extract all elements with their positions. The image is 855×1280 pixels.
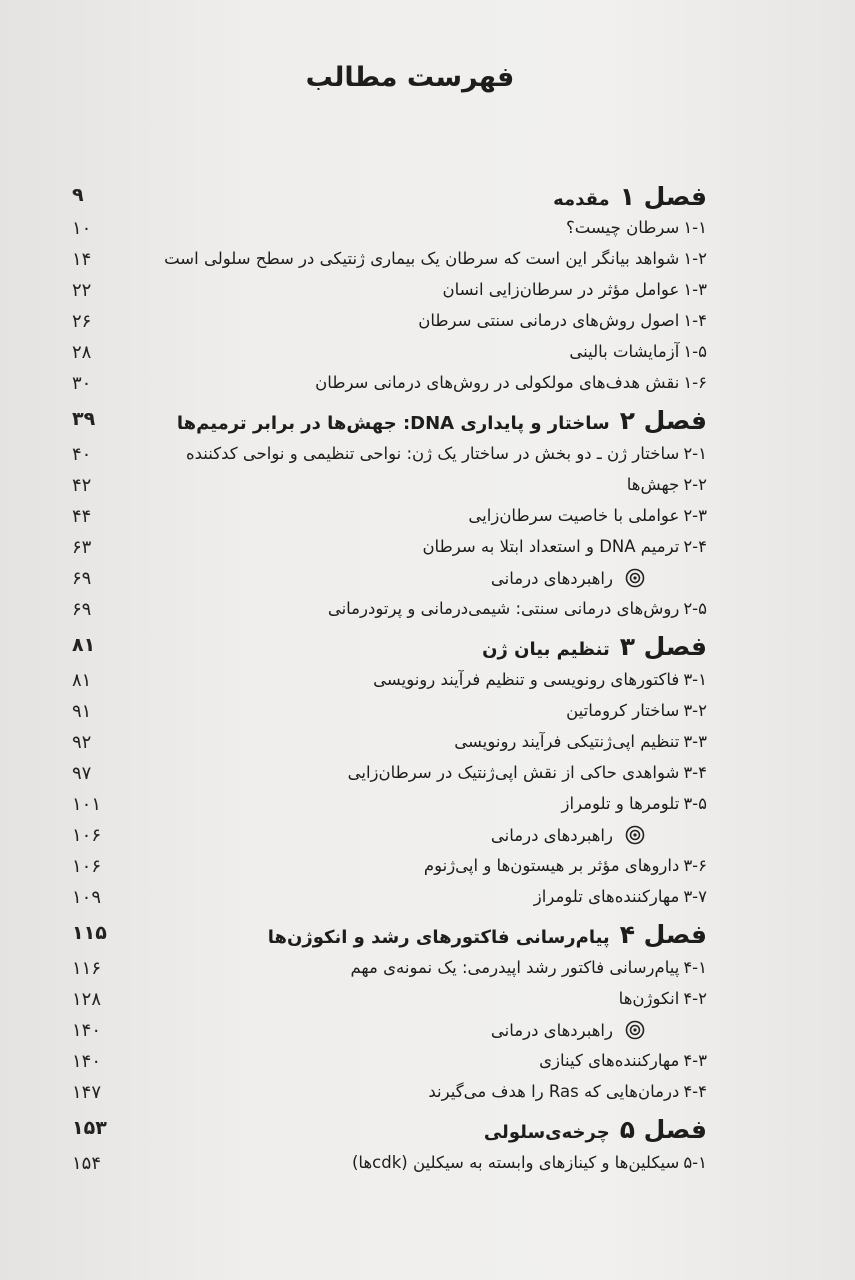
toc-entry-text — [150, 280, 707, 299]
toc-section-row — [0, 535, 855, 566]
toc-entry-text — [150, 920, 707, 949]
section-title: ساختار کروماتین — [566, 701, 680, 720]
section-number: ۱-۲ — [683, 249, 707, 268]
toc-section-row — [0, 247, 855, 278]
toc-entry-text — [150, 825, 645, 845]
toc-page-number: ۶۳ — [72, 537, 92, 558]
toc-section-row — [0, 987, 855, 1018]
toc-entry-text — [150, 342, 707, 361]
toc-page-number: ۴۲ — [72, 475, 92, 496]
toc-page-number: ۴۰ — [72, 444, 92, 465]
toc-page-number: ۶۹ — [72, 568, 92, 589]
toc-section-row — [0, 1049, 855, 1080]
toc-entry-text — [150, 989, 707, 1008]
chapter-label: فصل ۵ — [619, 1115, 707, 1144]
section-number: ۱-۳ — [683, 280, 707, 299]
page-title: فهرست مطالب — [305, 62, 515, 93]
section-number: ۲-۱ — [683, 444, 707, 463]
section-title: فاکتورهای رونویسی و تنظیم فرآیند رونویسی — [373, 670, 680, 689]
toc-section-row — [0, 885, 855, 916]
section-title: جهش‌ها — [626, 475, 680, 494]
target-icon — [625, 825, 645, 845]
toc-section-row — [0, 956, 855, 987]
toc-chapter-row — [0, 628, 855, 668]
section-number: ۲-۵ — [683, 599, 707, 618]
toc-entry-text — [150, 958, 707, 977]
toc-entry-text — [150, 1115, 707, 1144]
toc-section-row — [0, 371, 855, 402]
toc-subheading-row — [0, 823, 855, 854]
section-number: ۴-۳ — [683, 1051, 707, 1070]
section-title: پیام‌رسانی فاکتور رشد اپیدرمی: یک نمونه‌ی مهم — [350, 958, 680, 977]
toc-section-row — [0, 730, 855, 761]
toc-page-number: ۲۲ — [72, 280, 92, 301]
section-title: عواملی با خاصیت سرطان‌زایی — [468, 506, 680, 525]
chapter-label: فصل ۴ — [619, 920, 707, 949]
toc-section-row — [0, 340, 855, 371]
toc-section-row — [0, 473, 855, 504]
toc-section-row — [0, 442, 855, 473]
section-number: ۳-۲ — [683, 701, 707, 720]
section-title: مهارکننده‌های کینازی — [539, 1051, 680, 1070]
section-number: ۲-۴ — [683, 537, 707, 556]
section-number: ۳-۷ — [683, 887, 707, 906]
toc-entry-text — [150, 218, 707, 237]
toc-page-number: ۹ — [72, 184, 84, 206]
section-title: نقش هدف‌های مولکولی در روش‌های درمانی سرطان — [315, 373, 680, 392]
toc-entry-text — [150, 632, 707, 661]
toc-page-number: ۹۷ — [72, 763, 92, 784]
section-title: عوامل مؤثر در سرطان‌زایی انسان — [442, 280, 680, 299]
toc-section-row — [0, 668, 855, 699]
toc-entry-text — [150, 732, 707, 751]
toc-chapter-row — [0, 1111, 855, 1151]
toc-entry-text — [150, 856, 707, 875]
target-icon — [625, 568, 645, 588]
toc-entry-text — [150, 1051, 707, 1070]
toc-section-row — [0, 278, 855, 309]
toc-page-number: ۱۰ — [72, 218, 92, 239]
toc-chapter-row — [0, 402, 855, 442]
section-title: تلومرها و تلومراز — [561, 794, 680, 813]
section-title: تنظیم اپی‌ژنتیکی فرآیند رونویسی — [454, 732, 680, 751]
toc-entry-text — [150, 763, 707, 782]
section-title: داروهای مؤثر بر هیستون‌ها و اپی‌ژنوم — [423, 856, 680, 875]
table-of-contents — [0, 178, 855, 1182]
section-number: ۱-۶ — [683, 373, 707, 392]
section-number: ۲-۳ — [683, 506, 707, 525]
subheading-title: راهبردهای درمانی — [490, 569, 613, 588]
section-number: ۱-۱ — [683, 218, 707, 237]
toc-page-number: ۳۹ — [72, 408, 96, 430]
toc-page-number: ۶۹ — [72, 599, 92, 620]
toc-entry-text — [150, 1153, 707, 1172]
section-title: مهارکننده‌های تلومراز — [533, 887, 680, 906]
toc-subheading-row — [0, 1018, 855, 1049]
toc-entry-text — [150, 406, 707, 435]
toc-page-number: ۸۱ — [72, 634, 96, 656]
toc-page-number: ۱۴ — [72, 249, 92, 270]
section-number: ۳-۶ — [683, 856, 707, 875]
section-title: شواهد بیانگر این است که سرطان یک بیماری ژنتیکی در سطح سلولی است — [164, 249, 680, 268]
toc-section-row — [0, 792, 855, 823]
toc-page-number: ۱۰۶ — [72, 856, 102, 877]
toc-page-number: ۸۱ — [72, 670, 92, 691]
section-title: ساختار ژن ـ دو بخش در ساختار یک ژن: نواحی تنظیمی و نواحی کدکننده — [185, 444, 680, 463]
section-title: سیکلین‌ها و کینازهای وابسته به سیکلین (cdkها) — [352, 1153, 680, 1172]
subheading-title: راهبردهای درمانی — [490, 826, 613, 845]
toc-page-number: ۲۶ — [72, 311, 92, 332]
toc-entry-text — [150, 1082, 707, 1101]
toc-section-row — [0, 216, 855, 247]
toc-entry-text — [150, 887, 707, 906]
toc-entry-text — [150, 701, 707, 720]
toc-section-row — [0, 1080, 855, 1111]
section-title: سرطان چیست؟ — [566, 218, 680, 237]
subheading-title: راهبردهای درمانی — [490, 1021, 613, 1040]
section-number: ۴-۱ — [683, 958, 707, 977]
section-title: انکوژن‌ها — [618, 989, 680, 1008]
section-title: اصول روش‌های درمانی سنتی سرطان — [418, 311, 680, 330]
toc-page-number: ۱۰۶ — [72, 825, 102, 846]
toc-section-row — [0, 1151, 855, 1182]
chapter-title: ساختار و پایداری DNA: جهش‌ها در برابر ترمیم‌ها — [176, 413, 610, 434]
target-icon — [625, 1020, 645, 1040]
toc-page-number: ۴۴ — [72, 506, 92, 527]
section-title: شواهدی حاکی از نقش اپی‌ژنتیک در سرطان‌زایی — [347, 763, 680, 782]
section-title: آزمایشات بالینی — [569, 342, 680, 361]
chapter-title: چرخه‌ی‌سلولی — [483, 1122, 610, 1143]
toc-entry-text — [150, 670, 707, 689]
toc-section-row — [0, 699, 855, 730]
section-number: ۳-۱ — [683, 670, 707, 689]
chapter-title: مقدمه — [553, 189, 610, 210]
toc-entry-text — [150, 537, 707, 556]
toc-section-row — [0, 597, 855, 628]
section-number: ۴-۲ — [683, 989, 707, 1008]
chapter-label: فصل ۳ — [619, 632, 707, 661]
toc-page-number: ۱۵۳ — [72, 1117, 107, 1139]
toc-entry-text — [150, 475, 707, 494]
toc-page-number: ۲۸ — [72, 342, 92, 363]
toc-page-number: ۱۲۸ — [72, 989, 102, 1010]
toc-page-number: ۳۰ — [72, 373, 92, 394]
toc-entry-text — [150, 506, 707, 525]
section-number: ۳-۵ — [683, 794, 707, 813]
toc-page-number: ۱۱۶ — [72, 958, 102, 979]
toc-page-number: ۱۰۹ — [72, 887, 102, 908]
section-number: ۱-۵ — [683, 342, 707, 361]
toc-subheading-row — [0, 566, 855, 597]
chapter-label: فصل ۱ — [619, 182, 707, 211]
section-number: ۴-۴ — [683, 1082, 707, 1101]
toc-page-number: ۹۱ — [72, 701, 92, 722]
toc-entry-text — [150, 599, 707, 618]
toc-section-row — [0, 504, 855, 535]
section-number: ۳-۴ — [683, 763, 707, 782]
toc-entry-text — [150, 444, 707, 463]
toc-entry-text — [150, 1020, 645, 1040]
toc-chapter-row — [0, 178, 855, 216]
toc-page-number: ۱۱۵ — [72, 922, 107, 944]
toc-page-number: ۱۴۰ — [72, 1051, 102, 1072]
chapter-title: تنظیم بیان ژن — [482, 639, 610, 660]
toc-section-row — [0, 309, 855, 340]
chapter-label: فصل ۲ — [619, 406, 707, 435]
section-title: ترمیم DNA و استعداد ابتلا به سرطان — [422, 537, 680, 556]
toc-entry-text — [150, 311, 707, 330]
chapter-title: پیام‌رسانی فاکتورهای رشد و انکوژن‌ها — [267, 927, 610, 948]
toc-section-row — [0, 761, 855, 792]
toc-chapter-row — [0, 916, 855, 956]
toc-page-number: ۱۰۱ — [72, 794, 102, 815]
toc-entry-text — [150, 249, 707, 268]
toc-page-number: ۱۴۰ — [72, 1020, 102, 1041]
toc-entry-text — [150, 373, 707, 392]
toc-page-number: ۱۴۷ — [72, 1082, 102, 1103]
section-number: ۲-۲ — [683, 475, 707, 494]
section-title: درمان‌هایی که Ras را هدف می‌گیرند — [428, 1082, 680, 1101]
toc-entry-text — [150, 568, 645, 588]
toc-entry-text — [150, 182, 707, 211]
section-title: روش‌های درمانی سنتی: شیمی‌درمانی و پرتودرمانی — [327, 599, 680, 618]
toc-entry-text — [150, 794, 707, 813]
toc-page-number: ۱۵۴ — [72, 1153, 102, 1174]
toc-page-number: ۹۲ — [72, 732, 92, 753]
toc-section-row — [0, 854, 855, 885]
section-number: ۵-۱ — [683, 1153, 707, 1172]
section-number: ۱-۴ — [683, 311, 707, 330]
section-number: ۳-۳ — [683, 732, 707, 751]
